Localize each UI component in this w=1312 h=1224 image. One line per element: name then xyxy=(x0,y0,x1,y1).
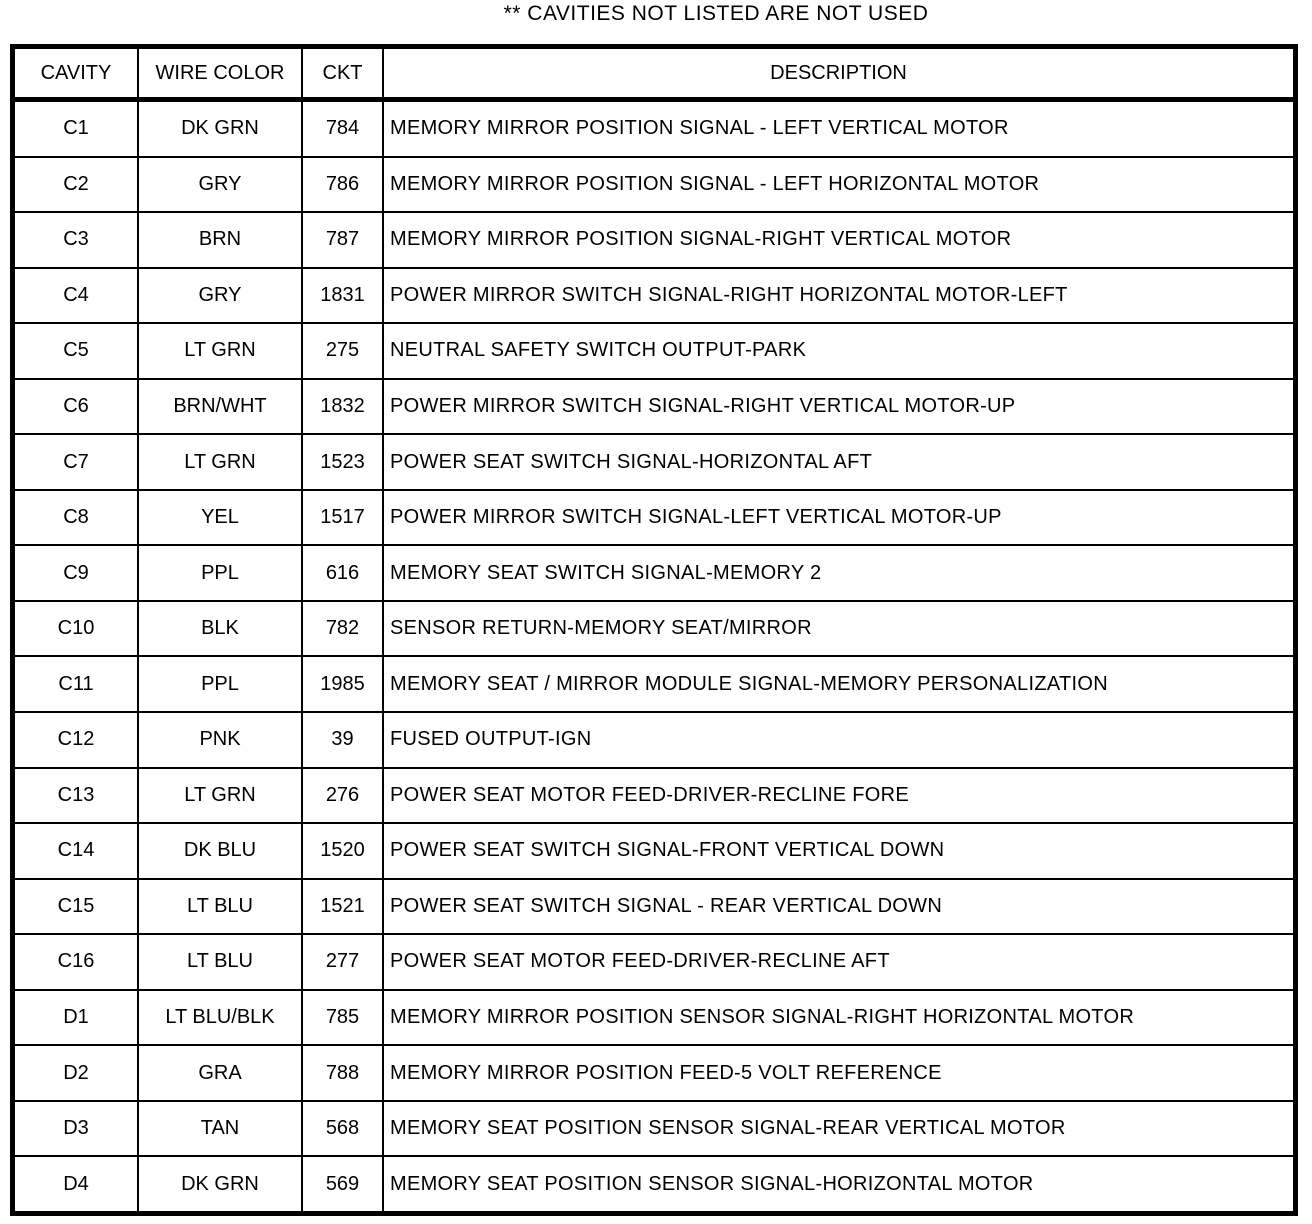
ckt-cell: 787 xyxy=(302,212,383,268)
table-row xyxy=(14,656,1294,712)
connector-pinout-table-frame xyxy=(10,44,1298,1216)
table-body xyxy=(14,100,1294,1213)
ckt-cell: 1523 xyxy=(302,434,383,490)
description-cell: MEMORY SEAT / MIRROR MODULE SIGNAL-MEMORY PERSONALIZATION xyxy=(383,656,1294,712)
cavity-cell: C12 xyxy=(14,712,138,768)
cavity-cell: D2 xyxy=(14,1045,138,1101)
table-row xyxy=(14,934,1294,990)
description-cell: MEMORY SEAT POSITION SENSOR SIGNAL-REAR VERTICAL MOTOR xyxy=(383,1101,1294,1157)
wire-color-cell: DK GRN xyxy=(138,100,302,157)
wire-color-cell: LT BLU xyxy=(138,934,302,990)
description-cell: MEMORY MIRROR POSITION SIGNAL - LEFT VERTICAL MOTOR xyxy=(383,100,1294,157)
cavity-cell: D1 xyxy=(14,990,138,1046)
table-row xyxy=(14,823,1294,879)
table-row xyxy=(14,323,1294,379)
header-description: DESCRIPTION xyxy=(383,48,1294,100)
cavity-cell: C8 xyxy=(14,490,138,546)
header-ckt: CKT xyxy=(302,48,383,100)
ckt-cell: 569 xyxy=(302,1156,383,1212)
description-cell: POWER SEAT MOTOR FEED-DRIVER-RECLINE AFT xyxy=(383,934,1294,990)
cavity-cell: C6 xyxy=(14,379,138,435)
table-row xyxy=(14,990,1294,1046)
description-cell: POWER SEAT SWITCH SIGNAL-FRONT VERTICAL DOWN xyxy=(383,823,1294,879)
description-cell: POWER MIRROR SWITCH SIGNAL-LEFT VERTICAL MOTOR-UP xyxy=(383,490,1294,546)
table-row xyxy=(14,157,1294,213)
description-cell: POWER SEAT MOTOR FEED-DRIVER-RECLINE FORE xyxy=(383,768,1294,824)
table-row xyxy=(14,879,1294,935)
ckt-cell: 788 xyxy=(302,1045,383,1101)
wire-color-cell: PNK xyxy=(138,712,302,768)
table-row xyxy=(14,212,1294,268)
cavity-cell: C13 xyxy=(14,768,138,824)
cavity-cell: C10 xyxy=(14,601,138,657)
ckt-cell: 1832 xyxy=(302,379,383,435)
description-cell: NEUTRAL SAFETY SWITCH OUTPUT-PARK xyxy=(383,323,1294,379)
description-cell: MEMORY MIRROR POSITION SENSOR SIGNAL-RIGHT HORIZONTAL MOTOR xyxy=(383,990,1294,1046)
header-wire-color: WIRE COLOR xyxy=(138,48,302,100)
wire-color-cell: PPL xyxy=(138,545,302,601)
cavity-cell: C11 xyxy=(14,656,138,712)
wire-color-cell: YEL xyxy=(138,490,302,546)
header-row xyxy=(14,48,1294,100)
cavity-cell: C2 xyxy=(14,157,138,213)
header-cavity: CAVITY xyxy=(14,48,138,100)
ckt-cell: 1521 xyxy=(302,879,383,935)
wire-color-cell: GRY xyxy=(138,268,302,324)
wire-color-cell: DK GRN xyxy=(138,1156,302,1212)
wire-color-cell: BRN/WHT xyxy=(138,379,302,435)
ckt-cell: 1831 xyxy=(302,268,383,324)
ckt-cell: 275 xyxy=(302,323,383,379)
description-cell: MEMORY MIRROR POSITION SIGNAL - LEFT HORIZONTAL MOTOR xyxy=(383,157,1294,213)
cavity-cell: C7 xyxy=(14,434,138,490)
wire-color-cell: LT GRN xyxy=(138,768,302,824)
description-cell: POWER SEAT SWITCH SIGNAL - REAR VERTICAL DOWN xyxy=(383,879,1294,935)
unused-cavities-note: ** CAVITIES NOT LISTED ARE NOT USED xyxy=(503,2,929,25)
table-row xyxy=(14,545,1294,601)
wire-color-cell: DK BLU xyxy=(138,823,302,879)
description-cell: MEMORY MIRROR POSITION SIGNAL-RIGHT VERTICAL MOTOR xyxy=(383,212,1294,268)
wire-color-cell: BLK xyxy=(138,601,302,657)
cavity-cell: C3 xyxy=(14,212,138,268)
table-row xyxy=(14,1156,1294,1212)
cavity-cell: C15 xyxy=(14,879,138,935)
ckt-cell: 784 xyxy=(302,100,383,157)
table-row xyxy=(14,490,1294,546)
cavity-cell: C9 xyxy=(14,545,138,601)
cavity-cell: C5 xyxy=(14,323,138,379)
description-cell: MEMORY SEAT SWITCH SIGNAL-MEMORY 2 xyxy=(383,545,1294,601)
ckt-cell: 1520 xyxy=(302,823,383,879)
table-row xyxy=(14,379,1294,435)
cavity-cell: C1 xyxy=(14,100,138,157)
wire-color-cell: GRA xyxy=(138,1045,302,1101)
table-row xyxy=(14,1101,1294,1157)
cavity-cell: D4 xyxy=(14,1156,138,1212)
table-row xyxy=(14,268,1294,324)
connector-pinout-table xyxy=(13,47,1295,1213)
cavity-cell: C14 xyxy=(14,823,138,879)
table-row xyxy=(14,434,1294,490)
table-row xyxy=(14,100,1294,157)
ckt-cell: 568 xyxy=(302,1101,383,1157)
description-cell: POWER MIRROR SWITCH SIGNAL-RIGHT HORIZONTAL MOTOR-LEFT xyxy=(383,268,1294,324)
description-cell: MEMORY SEAT POSITION SENSOR SIGNAL-HORIZONTAL MOTOR xyxy=(383,1156,1294,1212)
ckt-cell: 1985 xyxy=(302,656,383,712)
wire-color-cell: TAN xyxy=(138,1101,302,1157)
cavity-cell: C4 xyxy=(14,268,138,324)
table-row xyxy=(14,1045,1294,1101)
ckt-cell: 616 xyxy=(302,545,383,601)
wire-color-cell: LT BLU xyxy=(138,879,302,935)
description-cell: SENSOR RETURN-MEMORY SEAT/MIRROR xyxy=(383,601,1294,657)
table-row xyxy=(14,768,1294,824)
wire-color-cell: LT GRN xyxy=(138,323,302,379)
ckt-cell: 785 xyxy=(302,990,383,1046)
wire-color-cell: LT GRN xyxy=(138,434,302,490)
cavity-cell: D3 xyxy=(14,1101,138,1157)
wire-color-cell: BRN xyxy=(138,212,302,268)
ckt-cell: 277 xyxy=(302,934,383,990)
table-row xyxy=(14,712,1294,768)
ckt-cell: 782 xyxy=(302,601,383,657)
cavity-cell: C16 xyxy=(14,934,138,990)
description-cell: FUSED OUTPUT-IGN xyxy=(383,712,1294,768)
wire-color-cell: PPL xyxy=(138,656,302,712)
wire-color-cell: GRY xyxy=(138,157,302,213)
wire-color-cell: LT BLU/BLK xyxy=(138,990,302,1046)
ckt-cell: 39 xyxy=(302,712,383,768)
description-cell: MEMORY MIRROR POSITION FEED-5 VOLT REFERENCE xyxy=(383,1045,1294,1101)
ckt-cell: 1517 xyxy=(302,490,383,546)
ckt-cell: 786 xyxy=(302,157,383,213)
description-cell: POWER MIRROR SWITCH SIGNAL-RIGHT VERTICAL MOTOR-UP xyxy=(383,379,1294,435)
ckt-cell: 276 xyxy=(302,768,383,824)
description-cell: POWER SEAT SWITCH SIGNAL-HORIZONTAL AFT xyxy=(383,434,1294,490)
table-row xyxy=(14,601,1294,657)
